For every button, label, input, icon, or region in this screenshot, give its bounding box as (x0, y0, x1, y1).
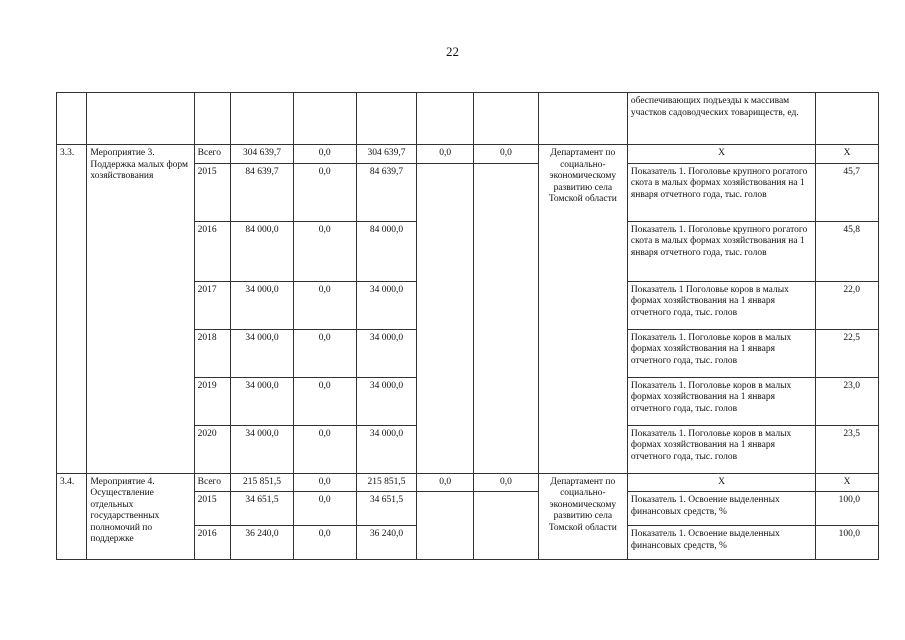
value-cell: 0,0 (474, 145, 539, 164)
value-cell: 0,0 (293, 473, 356, 492)
year-label: 2019 (194, 377, 230, 425)
value-cell: 34 000,0 (356, 377, 417, 425)
year-label: Всего (194, 145, 230, 164)
indicator-value: 45,7 (816, 163, 879, 221)
value-cell: 0,0 (293, 221, 356, 281)
indicator-text: X (627, 145, 815, 164)
year-label: 2020 (194, 425, 230, 473)
cell-empty (417, 163, 474, 473)
value-cell: 0,0 (417, 145, 474, 164)
indicator-value: 22,5 (816, 329, 879, 377)
cell-empty (194, 93, 230, 145)
cell-empty (474, 163, 539, 473)
year-label: 2017 (194, 281, 230, 329)
value-cell: 0,0 (474, 473, 539, 492)
indicator-text: Показатель 1. Поголовье коров в малых формах хозяйствования на 1 января отчетного года, тыс. голов (627, 329, 815, 377)
indicator-value: 23,5 (816, 425, 879, 473)
indicator-text: обеспечивающих подъезды к массивам участков садоводческих товариществ, ед. (627, 93, 815, 145)
indicator-value: 100,0 (816, 526, 879, 560)
value-cell: 0,0 (293, 329, 356, 377)
year-label: Всего (194, 473, 230, 492)
value-cell: 215 851,5 (356, 473, 417, 492)
indicator-text: X (627, 473, 815, 492)
value-cell: 0,0 (293, 425, 356, 473)
table-row (57, 145, 879, 164)
indicator-text: Показатель 1. Поголовье крупного рогатого скота в малых формах хозяйствования на 1 января отчетного года, тыс. голов (627, 163, 815, 221)
indicator-text: Показатель 1. Поголовье крупного рогатого скота в малых формах хозяйствования на 1 января отчетного года, тыс. голов (627, 221, 815, 281)
table-row (57, 473, 879, 492)
indicator-text: Показатель 1. Поголовье коров в малых формах хозяйствования на 1 января отчетного года, тыс. голов (627, 377, 815, 425)
value-cell: 84 000,0 (231, 221, 294, 281)
value-cell: 34 000,0 (231, 377, 294, 425)
value-cell: 304 639,7 (231, 145, 294, 164)
indicator-text: Показатель 1. Поголовье коров в малых формах хозяйствования на 1 января отчетного года, тыс. голов (627, 425, 815, 473)
cell-empty (87, 93, 194, 145)
value-cell: 34 000,0 (231, 281, 294, 329)
year-label: 2015 (194, 492, 230, 526)
cell-empty (293, 93, 356, 145)
page-number: 22 (446, 44, 459, 59)
indicator-value: X (816, 145, 879, 164)
program-table (56, 92, 879, 560)
cell-empty (417, 93, 474, 145)
cell-empty (57, 93, 87, 145)
value-cell: 34 651,5 (231, 492, 294, 526)
department-cell: Департамент по социально-экономическому развитию села Томской области (538, 145, 627, 474)
value-cell: 215 851,5 (231, 473, 294, 492)
section-number: 3.4. (57, 473, 87, 560)
department-cell: Департамент по социально-экономическому развитию села Томской области (538, 473, 627, 560)
year-label: 2015 (194, 163, 230, 221)
value-cell: 0,0 (293, 145, 356, 164)
section-name: Мероприятие 4. Осуществление отдельных государственных полномочий по поддержке (87, 473, 194, 560)
indicator-value: X (816, 473, 879, 492)
cell-empty (356, 93, 417, 145)
value-cell: 0,0 (417, 473, 474, 492)
year-label: 2016 (194, 526, 230, 560)
cell-empty (816, 93, 879, 145)
year-label: 2016 (194, 221, 230, 281)
indicator-text: Показатель 1. Освоение выделенных финансовых средств, % (627, 526, 815, 560)
indicator-text: Показатель 1 Поголовье коров в малых формах хозяйствования на 1 января отчетного года, тыс. голов (627, 281, 815, 329)
value-cell: 0,0 (293, 492, 356, 526)
indicator-value: 45,8 (816, 221, 879, 281)
value-cell: 304 639,7 (356, 145, 417, 164)
value-cell: 0,0 (293, 281, 356, 329)
value-cell: 0,0 (293, 377, 356, 425)
value-cell: 34 000,0 (231, 329, 294, 377)
value-cell: 84 639,7 (231, 163, 294, 221)
cell-empty (417, 492, 474, 560)
cell-empty (538, 93, 627, 145)
value-cell: 34 000,0 (356, 425, 417, 473)
value-cell: 84 000,0 (356, 221, 417, 281)
indicator-text: Показатель 1. Освоение выделенных финансовых средств, % (627, 492, 815, 526)
value-cell: 34 000,0 (231, 425, 294, 473)
continuation-row (57, 93, 879, 145)
year-label: 2018 (194, 329, 230, 377)
section-name: Мероприятие 3. Поддержка малых форм хозяйствования (87, 145, 194, 474)
value-cell: 36 240,0 (231, 526, 294, 560)
cell-empty (231, 93, 294, 145)
value-cell: 34 000,0 (356, 329, 417, 377)
value-cell: 34 651,5 (356, 492, 417, 526)
value-cell: 36 240,0 (356, 526, 417, 560)
value-cell: 0,0 (293, 163, 356, 221)
cell-empty (474, 93, 539, 145)
indicator-value: 100,0 (816, 492, 879, 526)
indicator-value: 23,0 (816, 377, 879, 425)
cell-empty (474, 492, 539, 560)
value-cell: 34 000,0 (356, 281, 417, 329)
section-number: 3.3. (57, 145, 87, 474)
value-cell: 0,0 (293, 526, 356, 560)
value-cell: 84 639,7 (356, 163, 417, 221)
indicator-value: 22,0 (816, 281, 879, 329)
